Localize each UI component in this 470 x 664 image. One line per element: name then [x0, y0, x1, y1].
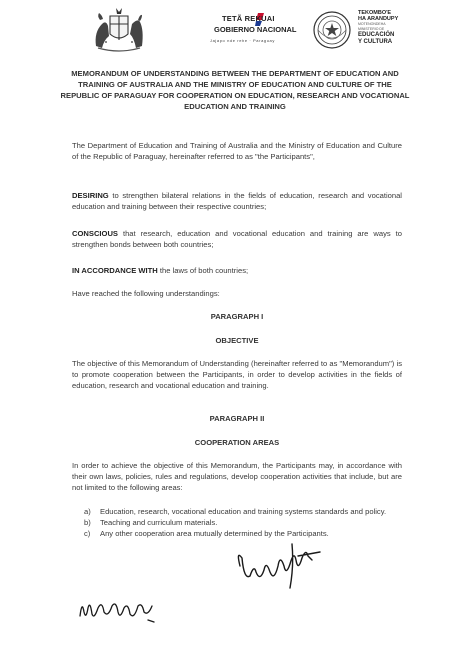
signature-paraguay	[228, 536, 328, 596]
desiring-text: to strengthen bilateral relations in the fields of education, research and vocational education and training between their respective countries;	[72, 191, 402, 212]
list-marker: c)	[84, 529, 91, 539]
document-title: MEMORANDUM OF UNDERSTANDING BETWEEN THE DEPARTMENT OF EDUCATION AND TRAINING OF AUSTRALIA AND THE MINISTRY OF EDUCATION AND CULTURE OF THE REPUBLIC OF PARAGUAY FOR COOPERATION ON EDUCATION, RESEARCH AND VOCATIONAL EDUCATION AND TRAINING	[60, 69, 410, 111]
paragraph-2-heading: PARAGRAPH II	[209, 414, 265, 423]
conscious-clause	[72, 228, 402, 250]
conscious-lead: CONSCIOUS	[72, 229, 118, 238]
accordance-lead: IN ACCORDANCE WITH	[72, 266, 158, 275]
paragraph-2-text: In order to achieve the objective of this Memorandum, the Participants may, in accordance with their own laws, policies, rules and regulations, develop cooperation activities that include, but are not limited to the following areas:	[72, 461, 402, 493]
list-item	[84, 517, 402, 528]
list-marker: b)	[84, 518, 91, 528]
gov-line-spanish: GOBIERNO NACIONAL	[214, 25, 297, 34]
ministry-line-2: HA ARANDUPY	[358, 16, 399, 22]
desiring-lead: DESIRING	[72, 191, 109, 200]
australia-coat-of-arms-icon	[88, 6, 150, 52]
signature-australia	[74, 586, 174, 630]
gov-line-guarani: TETÃ REKUAI	[222, 14, 275, 23]
paraguay-national-seal-icon	[312, 10, 352, 50]
list-item-text: Any other cooperation area mutually determined by the Participants.	[100, 529, 329, 539]
paragraph-1-subheading: OBJECTIVE	[215, 336, 259, 345]
list-item-text: Education, research, vocational education and training systems standards and policy.	[100, 507, 387, 516]
paraguay-government-logo	[200, 12, 300, 52]
cooperation-areas-list	[84, 506, 402, 540]
ministry-line-1: TEKOMBO'E	[358, 10, 392, 16]
conscious-text: that research, education and vocational education and training are ways to strengthen bonds between both countries;	[72, 229, 402, 250]
intro-paragraph: The Department of Education and Training of Australia and the Ministry of Education and Culture of the Republic of Paraguay, hereinafter referred to as "the Participants",	[72, 141, 402, 162]
list-item-text: Teaching and curriculum materials.	[100, 518, 218, 528]
ministry-line-5: EDUCACIÓN	[358, 32, 395, 38]
list-marker: a)	[84, 507, 91, 516]
paragraph-1-text: The objective of this Memorandum of Understanding (hereinafter referred to as "Memorandum") is to promote cooperation between the Participants, in order to develop activities in the fields of education, research and vocational education and training.	[72, 359, 402, 391]
desiring-clause	[72, 190, 402, 212]
header-logos	[0, 4, 470, 56]
paragraph-2-subheading: COOPERATION AREAS	[194, 438, 280, 447]
gov-tagline: Jajapo nde rehe · Paraguay	[210, 38, 275, 43]
ministry-line-4: MINISTERIO DE	[358, 27, 385, 31]
accordance-text: the laws of both countries;	[157, 266, 249, 275]
list-item	[84, 506, 402, 517]
ministry-line-3: MOTENONDEHA	[358, 22, 386, 26]
accordance-clause	[72, 265, 402, 276]
reached-statement: Have reached the following understandings:	[72, 289, 220, 298]
paragraph-1-heading: PARAGRAPH I	[210, 312, 264, 321]
ministry-logo	[358, 10, 438, 54]
ministry-line-6: Y CULTURA	[358, 38, 393, 45]
